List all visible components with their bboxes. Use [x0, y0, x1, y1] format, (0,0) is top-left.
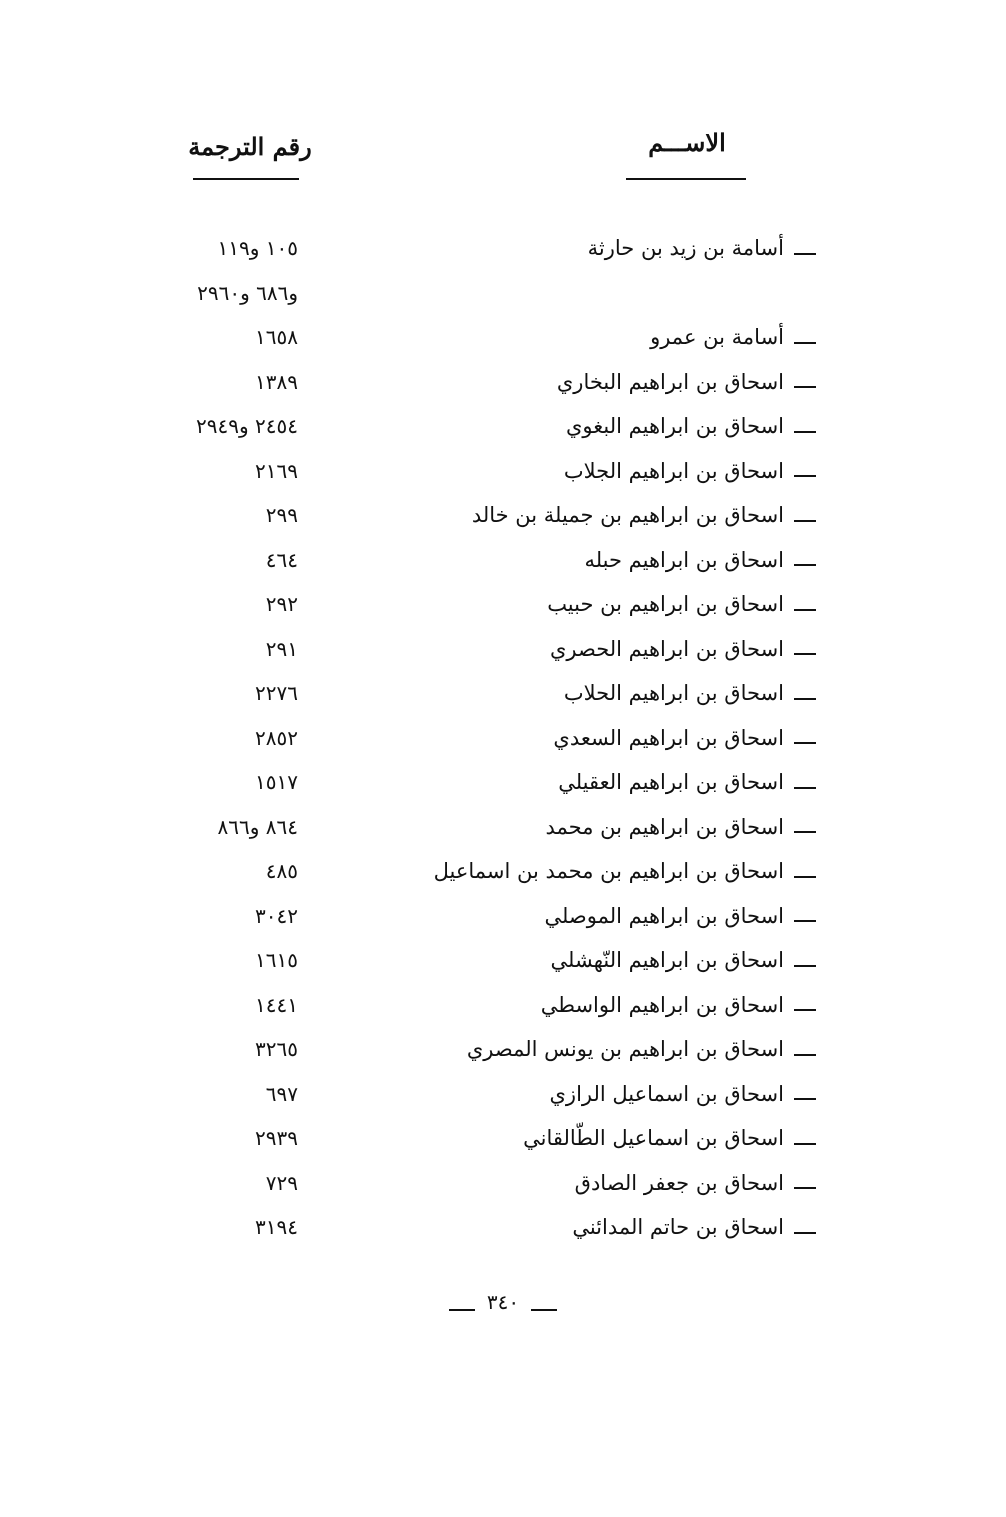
entry-number: ٣١٩٤ — [255, 1215, 298, 1239]
entry-name — [572, 1215, 816, 1239]
entry-dash — [794, 876, 816, 878]
entry-name — [434, 859, 816, 883]
entry-number: ٢١٦٩ — [255, 458, 298, 483]
entry-dash — [794, 831, 816, 833]
index-entry — [0, 898, 1006, 943]
entry-name — [547, 592, 816, 616]
entry-name-text: اسحاق بن ابراهيم الحصري — [549, 636, 784, 661]
entry-number: ٤٦٤ — [265, 547, 298, 572]
entry-dash — [794, 609, 816, 611]
index-entry — [0, 319, 1006, 364]
entry-name-text: اسحاق بن ابراهيم بن جميلة بن خالد — [471, 503, 784, 527]
entry-dash — [794, 253, 816, 255]
entry-name-text: اسحاق بن ابراهيم السعدي — [553, 725, 784, 750]
entry-name-text: اسحاق بن اسماعيل الرازي — [549, 1081, 784, 1106]
entry-name-text: اسحاق بن ابراهيم بن يونس المصري — [466, 1037, 784, 1061]
index-entry — [0, 230, 1006, 319]
entry-dash — [794, 787, 816, 789]
entry-dash — [794, 1098, 816, 1100]
number-column-header: رقم الترجمة — [188, 132, 312, 161]
entry-name — [566, 414, 816, 438]
entry-number: ٧٢٩ — [265, 1170, 298, 1195]
entry-name — [564, 459, 816, 483]
entry-dash — [794, 342, 816, 344]
entry-name-text: اسحاق بن جعفر الصادق — [574, 1170, 784, 1195]
index-entry — [0, 809, 1006, 854]
entry-name-text: اسحاق بن ابراهيم البغوي — [565, 414, 784, 438]
index-entry — [0, 720, 1006, 765]
index-entry — [0, 1209, 1006, 1254]
entry-number: ٢٨٥٢ — [255, 725, 298, 750]
page-footer — [0, 1290, 1006, 1314]
index-entry — [0, 1165, 1006, 1210]
entry-number: ٢٩١ — [265, 636, 298, 661]
index-entry — [0, 497, 1006, 542]
entry-name-text: اسحاق بن ابراهيم الواسطي — [540, 992, 784, 1017]
entry-dash — [794, 1143, 816, 1145]
index-entries — [0, 230, 1006, 1254]
entry-name-text: اسحاق بن ابراهيم بن محمد بن اسماعيل — [433, 859, 784, 883]
entry-name-text: اسحاق بن ابراهيم العقيلي — [558, 770, 784, 794]
entry-name — [550, 637, 816, 661]
entry-number: ٢٢٧٦ — [255, 681, 298, 705]
index-entry — [0, 408, 1006, 453]
entry-name-text: أسامة بن زيد بن حارثة — [587, 236, 784, 260]
entry-name — [588, 236, 816, 260]
index-entry — [0, 453, 1006, 498]
entry-number: ٦٩٧ — [265, 1081, 298, 1106]
index-entry — [0, 542, 1006, 587]
entry-dash — [794, 698, 816, 700]
index-entry — [0, 987, 1006, 1032]
index-entry — [0, 1120, 1006, 1165]
index-entry — [0, 1031, 1006, 1076]
entry-name — [584, 548, 816, 572]
entry-dash — [794, 1187, 816, 1189]
entry-dash — [794, 965, 816, 967]
index-entry — [0, 853, 1006, 898]
entry-number: ١٦١٥ — [255, 948, 298, 972]
entry-dash — [794, 1009, 816, 1011]
entry-name-text: اسحاق بن ابراهيم الجلاب — [563, 458, 784, 483]
entry-name-text: اسحاق بن ابراهيم حبله — [584, 547, 784, 572]
entry-number: ١٥١٧ — [255, 770, 298, 794]
entry-name — [564, 681, 816, 705]
entry-dash — [794, 1054, 816, 1056]
entry-name-text: أسامة بن عمرو — [650, 325, 784, 349]
entry-name-text: اسحاق بن ابراهيم بن محمد — [545, 814, 784, 839]
entry-name-text: اسحاق بن اسماعيل الطّالقاني — [523, 1126, 784, 1150]
entry-numbers — [255, 1215, 298, 1260]
entry-name-text: اسحاق بن ابراهيم بن حبيب — [547, 592, 784, 616]
entry-number: و٦٨٦ و٢٩٦٠ — [197, 280, 298, 305]
entry-number: ١٣٨٩ — [255, 369, 298, 394]
entry-number: ٣٠٤٢ — [255, 903, 298, 928]
entry-name — [575, 1171, 816, 1195]
entry-number: ٣٢٦٥ — [255, 1037, 298, 1061]
entry-name-text: اسحاق بن ابراهيم البخاري — [556, 369, 784, 394]
page-number: ٣٤٠ — [486, 1290, 520, 1314]
entry-name — [551, 948, 816, 972]
entry-name — [467, 1037, 816, 1061]
entry-number: ١٠٥ و١١٩ — [217, 236, 298, 260]
name-column-header: الاســـم — [648, 128, 726, 157]
entry-name-text: اسحاق بن ابراهيم النّهشلي — [550, 948, 784, 972]
index-entry — [0, 1076, 1006, 1121]
entry-dash — [794, 653, 816, 655]
entry-name — [544, 904, 816, 928]
entry-dash — [794, 1232, 816, 1234]
entry-name — [549, 1082, 816, 1106]
index-entry — [0, 364, 1006, 409]
entry-number: ١٦٥٨ — [255, 325, 298, 349]
entry-dash — [794, 920, 816, 922]
index-entry — [0, 631, 1006, 676]
entry-number: ٢٩٢ — [265, 592, 298, 616]
entry-dash — [794, 742, 816, 744]
entry-number: ٢٩٣٩ — [255, 1126, 298, 1150]
entry-name — [472, 503, 816, 527]
entry-name — [546, 815, 817, 839]
entry-name — [557, 370, 816, 394]
entry-number: ٢٤٥٤ و٢٩٤٩ — [196, 414, 298, 438]
entry-name-text: اسحاق بن حاتم المدائني — [572, 1215, 784, 1239]
index-entry — [0, 942, 1006, 987]
entry-name-text: اسحاق بن ابراهيم الحلاب — [563, 681, 784, 705]
name-header-rule — [626, 178, 746, 180]
index-entry — [0, 764, 1006, 809]
entry-name — [558, 770, 816, 794]
entry-number: ٨٦٤ و٨٦٦ — [217, 814, 298, 839]
entry-dash — [794, 564, 816, 566]
entry-name-text: اسحاق بن ابراهيم الموصلي — [544, 903, 784, 928]
entry-name — [523, 1126, 816, 1150]
footer-dash-right — [449, 1309, 475, 1311]
entry-dash — [794, 386, 816, 388]
entry-numbers — [197, 236, 298, 325]
footer-dash-left — [531, 1309, 557, 1311]
entry-name — [541, 993, 816, 1017]
entry-name — [650, 325, 816, 349]
entry-dash — [794, 520, 816, 522]
entry-dash — [794, 475, 816, 477]
entry-dash — [794, 431, 816, 433]
entry-number: ٢٩٩ — [265, 503, 298, 527]
index-entry — [0, 675, 1006, 720]
entry-name — [553, 726, 816, 750]
number-header-rule — [193, 178, 299, 180]
index-entry — [0, 586, 1006, 631]
entry-number: ٤٨٥ — [265, 859, 298, 883]
entry-number: ١٤٤١ — [255, 992, 298, 1017]
